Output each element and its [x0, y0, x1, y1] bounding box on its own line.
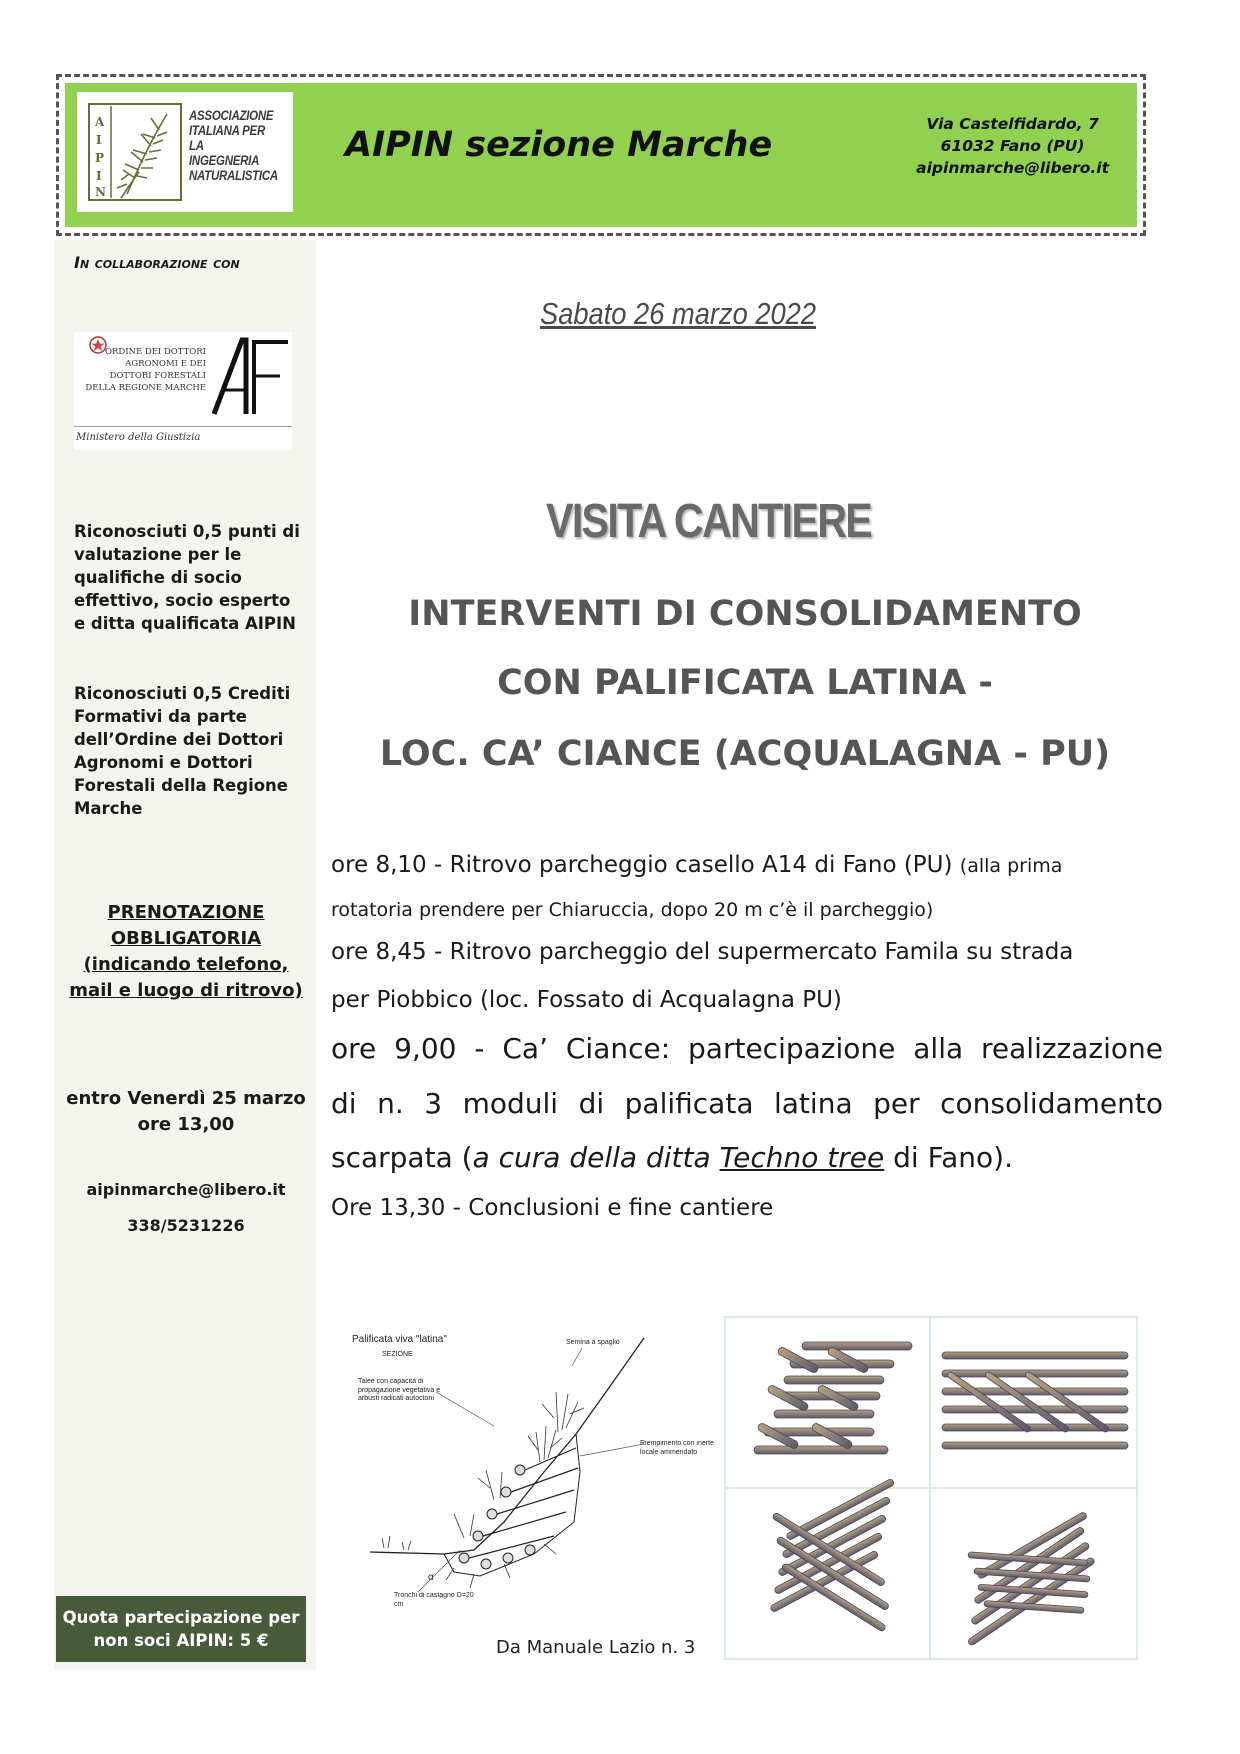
svg-text:I: I [96, 169, 102, 183]
schedule-line-7-b: a cura della ditta [472, 1141, 711, 1174]
angle-label: α [428, 1572, 434, 1583]
visit-title: VISITA CANTIERE [546, 495, 872, 548]
schedule-line-1-main: ore 8,10 - Ritrovo parcheggio casello A14 di Fano (PU) [331, 852, 953, 878]
points-text: Riconosciuti 0,5 punti di valutazione per le qualifiche di socio effettivo, socio esperto e ditta qualificata AIPIN [74, 522, 300, 633]
partner-logo [74, 332, 292, 450]
contact-email[interactable]: aipinmarche@libero.it [86, 1180, 286, 1199]
label-cuttings: Talee con capacità di propagazione vegetativa e arbusti radicati autoctoni [358, 1378, 441, 1402]
label-fill: Riempimento con inerte locale ammendato [640, 1440, 714, 1456]
partner-logo-divider [74, 426, 292, 427]
subtitle-line-1: INTERVENTI DI CONSOLIDAMENTO [408, 594, 1082, 634]
subtitle-line-3: LOC. CA’ CIANCE (ACQUALAGNA - PU) [379, 734, 1111, 774]
aipin-logo-icon [87, 102, 183, 202]
address-street: Via Castelfidardo, 7 [926, 115, 1099, 133]
schedule-line-3: ore 8,45 - Ritrovo parcheggio del supermercato Famila su strada [331, 939, 1074, 965]
schedule-line-7 [331, 1141, 1163, 1174]
schedule-line-2: rotatoria prendere per Chiaruccia, dopo 20 m c’è il parcheggio) [331, 899, 934, 921]
diagram-section: SEZIONE [382, 1351, 413, 1358]
section-diagram [344, 1322, 724, 1622]
label-logs: Tronchi di castagno D=20 cm [394, 1592, 474, 1608]
collaboration-label: In collaborazione con [74, 253, 240, 272]
svg-text:N: N [95, 185, 106, 199]
header-address [916, 113, 1109, 179]
aipin-logo-text: ASSOCIAZIONE ITALIANA PER LA INGEGNERIA NATURALISTICA [189, 108, 278, 183]
header-banner [56, 74, 1146, 236]
schedule-line-7-d: di Fano). [884, 1141, 1013, 1174]
crib-views-grid [724, 1316, 1138, 1660]
label-seeding: Semina a spaglio [566, 1339, 620, 1346]
partner-logo-text: ORDINE DEI DOTTORI AGRONOMI E DEI DOTTORI FORESTALI DELLA REGIONE MARCHE [85, 347, 206, 393]
svg-text:I: I [96, 133, 102, 147]
schedule-line-4: per Piobbico (loc. Fossato di Acqualagna PU) [331, 987, 842, 1013]
page-title: AIPIN sezione Marche [345, 125, 773, 165]
header-email[interactable]: aipinmarche@libero.it [916, 159, 1109, 177]
schedule-line-5: ore 9,00 - Ca’ Ciance: partecipazione alla realizzazione [331, 1032, 1163, 1065]
fee-box: Quota partecipazione per non soci AIPIN: 5 € [56, 1596, 306, 1662]
deadline-text: entro Venerdì 25 marzo ore 13,00 [66, 1088, 306, 1135]
schedule-line-1 [331, 852, 1163, 878]
address-city: 61032 Fano (PU) [940, 137, 1085, 155]
sidebar [54, 240, 316, 1670]
af-mark-icon [208, 334, 292, 426]
event-date: Sabato 26 marzo 2022 [540, 296, 817, 331]
schedule-line-7-a: scarpata ( [331, 1141, 473, 1174]
schedule-line-1-note: (alla prima [959, 855, 1063, 877]
booking-text: PRENOTAZIONE OBBLIGATORIA (indicando telefono, mail e luogo di ritrovo) [69, 902, 303, 1001]
subtitle-line-2: CON PALIFICATA LATINA - [497, 663, 993, 703]
schedule-line-8: Ore 13,30 - Conclusioni e fine cantiere [331, 1195, 774, 1221]
svg-text:P: P [95, 151, 105, 165]
schedule-line-6: di n. 3 moduli di palificata latina per consolidamento [331, 1087, 1163, 1120]
figure-caption: Da Manuale Lazio n. 3 [496, 1637, 696, 1658]
aipin-logo [77, 92, 293, 212]
company-name: Techno tree [719, 1141, 885, 1174]
svg-text:A: A [95, 115, 105, 129]
header-background [65, 83, 1137, 227]
partner-logo-ministry: Ministero della Giustizia [76, 432, 201, 443]
diagram-title: Palificata viva "latina" [352, 1334, 447, 1345]
contact-phone: 338/5231226 [127, 1216, 245, 1235]
credits-text: Riconosciuti 0,5 Crediti Formativi da parte dell’Ordine dei Dottori Agronomi e Dottori Forestali della Regione Marche [74, 684, 291, 818]
